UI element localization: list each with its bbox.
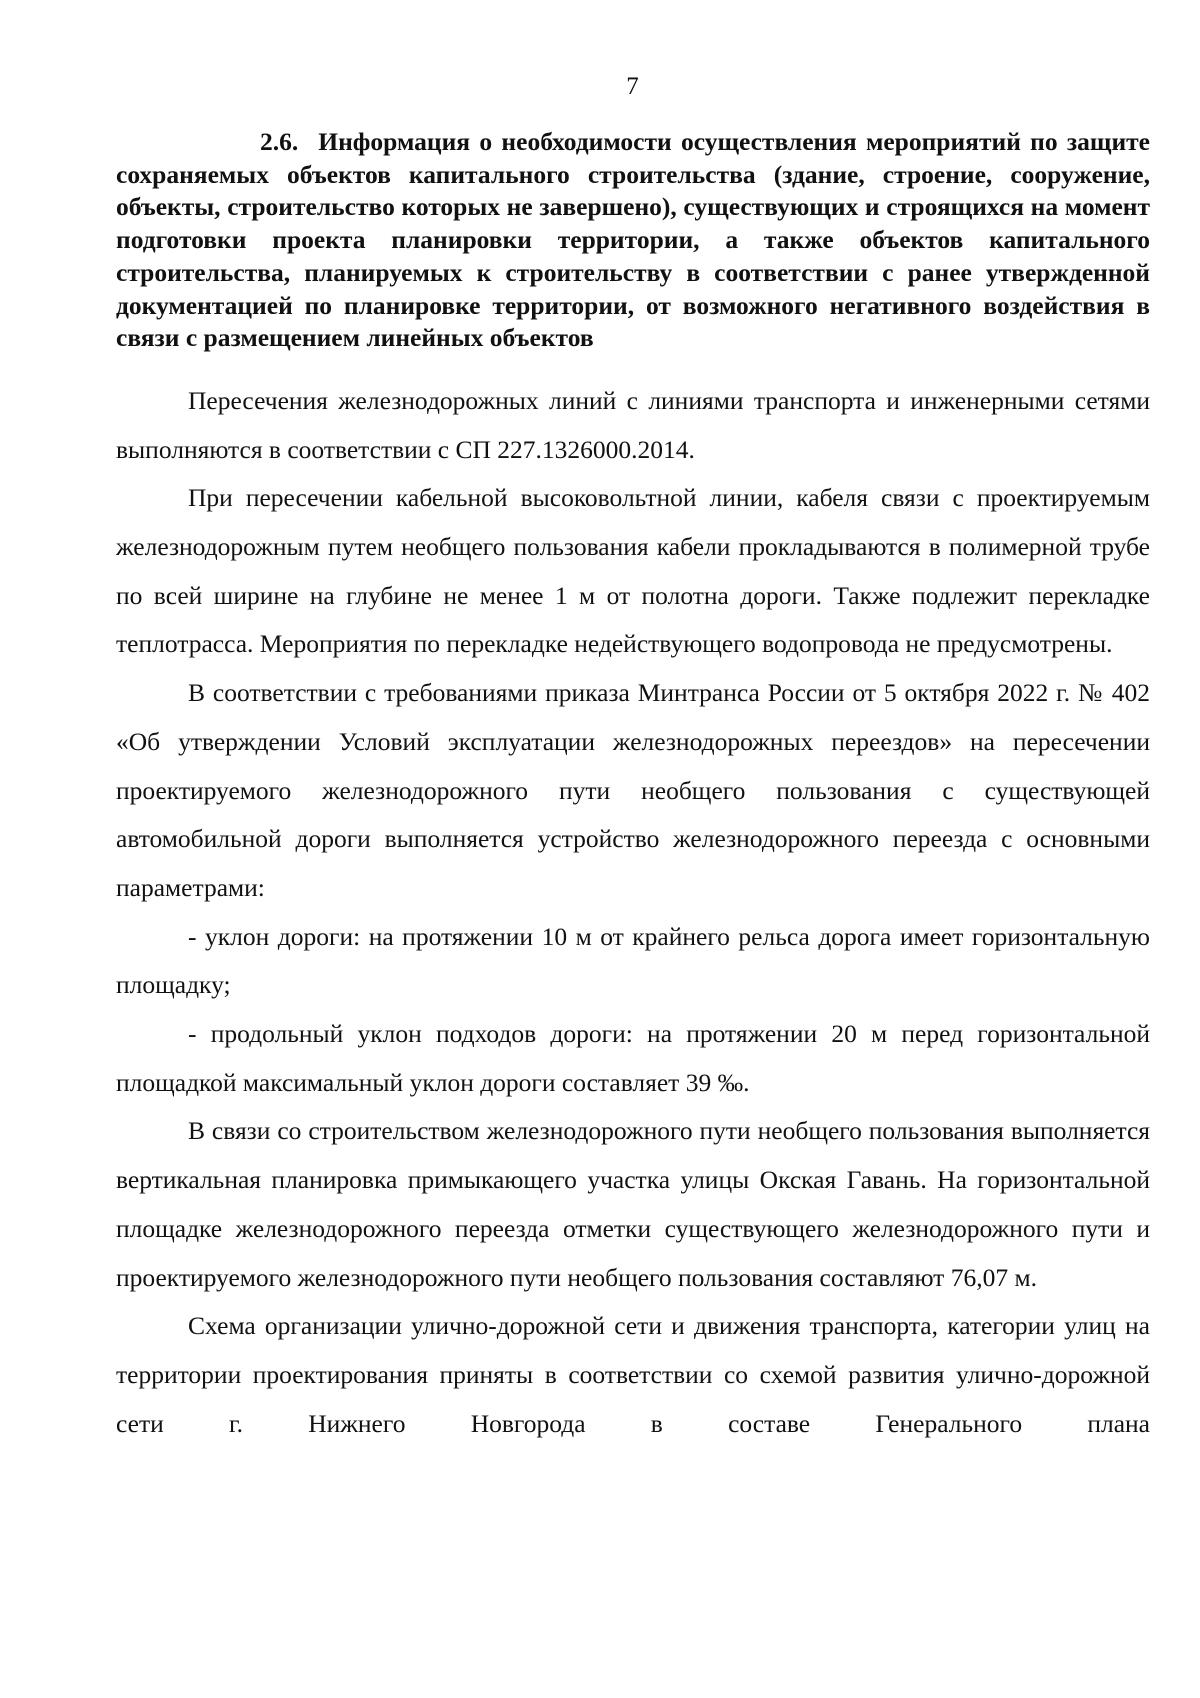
document-body <box>116 126 1150 1448</box>
paragraph-crossings: Пересечения железнодорожных линий с линиями транспорта и инженерными сетями выполняются в соответствии с СП 227.1326000.2014. <box>116 385 1150 464</box>
paragraph-crossing-requirements: В соответствии с требованиями приказа Минтранса России от 5 октября 2022 г. № 402 «Об утверждении Условий эксплуатации железнодорожных переездов» на пересечении проектируемого железнодорожного пути необщего пользования с существующей автомобильной дороги выполняется устройство железнодорожного переезда с основными параметрами: <box>116 678 1150 902</box>
section-heading <box>116 126 1150 355</box>
paragraph-vertical-planning: В связи со строительством железнодорожного пути необщего пользования выполняется вертикальная планировка примыкающего участка улицы Окская Гавань. На горизонтальной площадке железнодорожного переезда отметки существующего железнодорожного пути и проектируемого железнодорожного пути необщего пользования составляют 76,07 м. <box>116 1116 1150 1292</box>
page-number: 7 <box>626 73 639 100</box>
list-item-road-slope: - уклон дороги: на протяжении 10 м от крайнего рельса дорога имеет горизонтальную площадку; <box>116 921 1150 1000</box>
section-title: Информация о необходимости осуществления мероприятий по защите сохраняемых объектов капитального строительства (здание, строение, сооружение, объекты, строительство которых не завершено), существующих и строящихся на момент подготовки проекта планировки территории, а также объектов капитального строительства, планируемых к строительству в соответствии с ранее утвержденной документацией по планировке территории, от возможного негативного воздействия в связи с размещением линейных объектов <box>116 127 1150 353</box>
paragraph-cables: При пересечении кабельной высоковольтной линии, кабеля связи с проектируемым железнодорожным путем необщего пользования кабели прокладываются в полимерной трубе по всей ширине на глубине не менее 1 м от полотна дороги. Также подлежит перекладке теплотрасса. Мероприятия по перекладке недействующего водопровода не предусмотрены. <box>116 483 1150 659</box>
list-item-longitudinal-slope: - продольный уклон подходов дороги: на протяжении 20 м перед горизонтальной площадкой максимальный уклон дороги составляет 39 ‰. <box>116 1019 1150 1097</box>
section-number: 2.6. <box>260 127 299 156</box>
paragraph-street-scheme: Схема организации улично-дорожной сети и движения транспорта, категории улиц на территории проектирования приняты в соответствии со схемой развития улично-дорожной сети г. Нижнего Новгорода в составе Генерального плана <box>116 1311 1150 1438</box>
